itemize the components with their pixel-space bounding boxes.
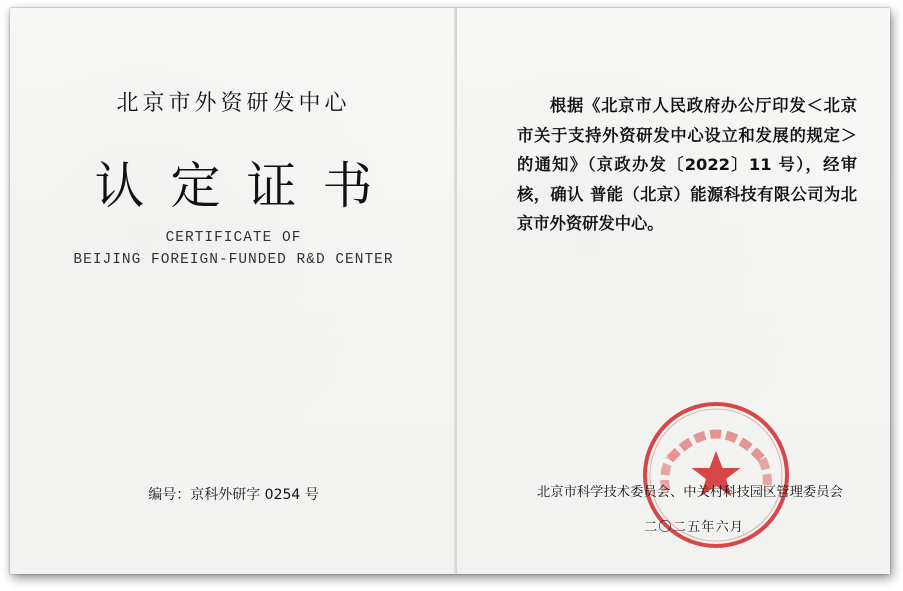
- left-page: [10, 8, 457, 574]
- english-title-line1: CERTIFICATE OF: [165, 230, 302, 246]
- organization-title: 北京市外资研发中心: [116, 91, 351, 116]
- right-page: [457, 8, 890, 574]
- english-title-line2: BEIJING FOREIGN-FUNDED R&D CENTER: [73, 252, 394, 268]
- issuing-authority: 北京市科学技术委员会、中关村科技园区管理委员会: [537, 485, 843, 500]
- certificate-booklet: [10, 8, 890, 574]
- issue-date: 二〇二五年六月: [644, 520, 745, 535]
- certificate-body: [517, 91, 857, 239]
- certificate-body-text: 根据《北京市人民政府办公厅印发＜北京市关于支持外资研发中心设立和发展的规定＞的通知》（京政办发〔2022〕11 号），经审核，确认 普能（北京）能源科技有限公司为北京市外资研发中心。: [517, 96, 857, 233]
- certificate-title: 认定证书: [94, 157, 399, 215]
- certificate-number: 编号：京科外研字 0254 号: [148, 487, 319, 503]
